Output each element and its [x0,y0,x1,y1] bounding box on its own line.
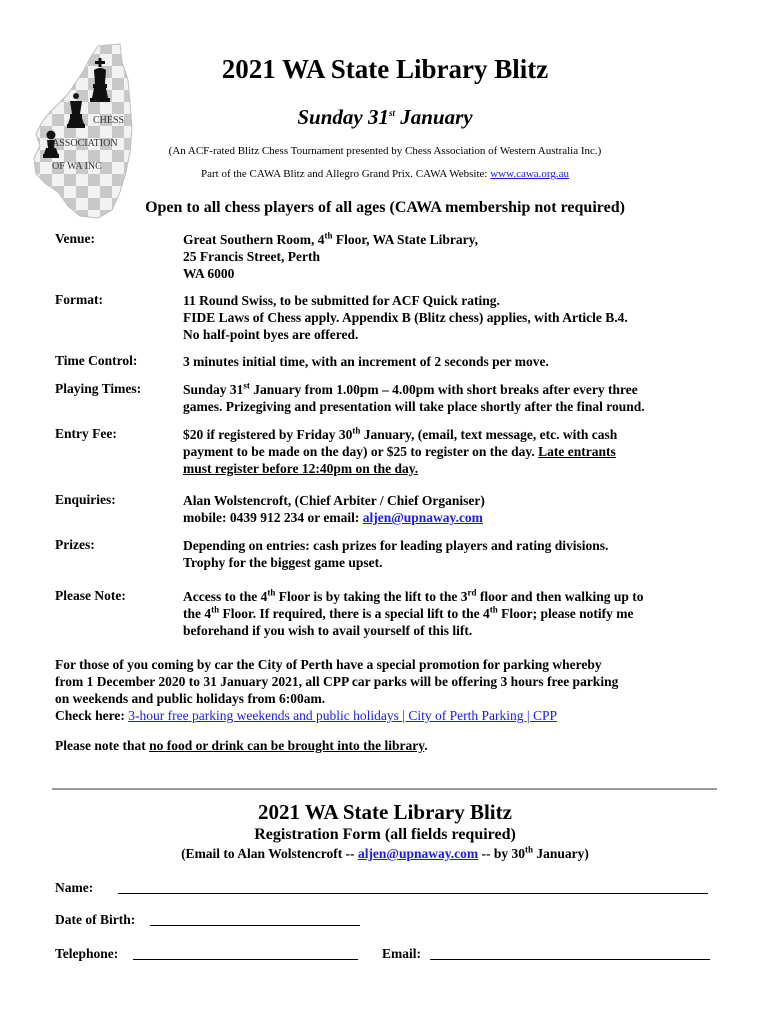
venue-label: Venue: [55,231,96,246]
dob-field[interactable] [150,925,360,926]
time-control-value [183,353,743,370]
entry-fee-label: Entry Fee: [55,426,117,441]
dob-label: Date of Birth: [55,912,136,927]
note-line-2a: the 4 [183,606,212,621]
entry-fee-value [183,426,743,477]
form-title: 2021 WA State Library Blitz [258,800,512,824]
parking-info [55,656,735,724]
parking-line-3: on weekends and public holidays from 6:00am. [55,691,326,706]
form-email-link[interactable]: aljen@upnaway.com [357,846,479,861]
form-email-suffix: January) [533,846,589,861]
venue-value [183,231,743,282]
note-line-1b: Floor is by taking the lift to the 3 [275,589,468,604]
email-field[interactable] [430,959,710,960]
name-field[interactable] [118,893,708,894]
prizes-line-1: Depending on entries: cash prizes for leading players and rating divisions. [183,538,609,553]
form-subtitle: Registration Form (all fields required) [254,826,516,843]
logo-text-chess: CHESS [93,115,125,126]
section-divider [52,788,717,790]
please-note-value [183,588,743,639]
late-entrants-deadline: must register before 12:40pm on the day. [183,461,419,476]
prizes-line-2: Trophy for the biggest game upset. [183,555,383,570]
organiser-email-link[interactable]: aljen@upnaway.com [362,510,483,525]
note-sup-2: rd [467,587,477,598]
note-sup-1: th [267,587,276,598]
entry-fee-line-1a: $20 if registered by Friday 30 [183,427,353,442]
enquiries-line-2: mobile: 0439 912 234 or email: [183,510,363,525]
eligibility-heading: Open to all chess players of all ages (CAWA membership not required) [145,199,625,216]
parking-line-1: For those of you coming by car the City of Perth have a special promotion for parking whereby [55,657,602,672]
name-label: Name: [55,880,94,895]
form-email-sup: th [525,844,534,855]
email-label: Email: [382,946,421,961]
venue-line-3: WA 6000 [183,266,235,281]
format-label: Format: [55,292,103,307]
format-line-1: 11 Round Swiss, to be submitted for ACF Quick rating. [183,293,500,308]
form-email-prefix: (Email to Alan Wolstencroft -- [181,846,358,861]
venue-line-1a: Great Southern Room, 4 [183,232,325,247]
playing-times-line-1a: Sunday 31 [183,382,244,397]
note-sup-4: th [489,604,498,615]
venue-sup: th [324,230,333,241]
venue-line-2: 25 Francis Street, Perth [183,249,320,264]
logo-text-association: ASSOCIATION [52,138,118,149]
grand-prix-note [0,168,770,180]
note-line-3: beforehand if you wish to avail yourself of this lift. [183,623,473,638]
event-date-tail: January [395,105,473,129]
playing-times-value [183,381,743,415]
event-date-main: Sunday 31 [297,105,389,129]
page-title: 2021 WA State Library Blitz [221,54,549,84]
playing-times-sup: st [243,380,250,391]
telephone-label: Telephone: [55,946,119,961]
cawa-website-link[interactable]: www.cawa.org.au [490,168,570,180]
parking-check-label: Check here: [55,708,129,723]
format-value [183,292,743,343]
form-email-mid: -- by 30 [478,846,526,861]
prizes-value [183,537,743,571]
parking-link[interactable]: 3-hour free parking weekends and public holidays | City of Perth Parking | CPP [128,708,557,723]
prizes-label: Prizes: [55,537,95,552]
form-email-instructions [0,846,770,862]
please-note-label: Please Note: [55,588,126,603]
playing-times-label: Playing Times: [55,381,142,396]
event-subtitle: (An ACF-rated Blitz Chess Tournament presented by Chess Association of Western Australia Inc.) [168,145,602,157]
telephone-field[interactable] [133,959,358,960]
time-control-line-1: 3 minutes initial time, with an increment of 2 seconds per move. [183,354,549,369]
note-line-1a: Access to the 4 [183,589,268,604]
parking-line-2: from 1 December 2020 to 31 January 2021, all CPP car parks will be offering 3 hours free parking [55,674,619,689]
note-line-1c: floor and then walking up to [476,589,644,604]
enquiries-label: Enquiries: [55,492,116,507]
playing-times-line-2: games. Prizegiving and presentation will take place shortly after the final round. [183,399,645,414]
logo-text-of-wa-inc: OF WA INC [52,161,102,172]
enquiries-value [183,492,743,526]
note-line-2c: Floor; please notify me [497,606,634,621]
playing-times-line-1b: January from 1.00pm – 4.00pm with short breaks after every three [249,382,638,397]
format-line-2: FIDE Laws of Chess apply. Appendix B (Blitz chess) applies, with Article B.4. [183,310,628,325]
enquiries-line-1: Alan Wolstencroft, (Chief Arbiter / Chief Organiser) [183,493,485,508]
note-sup-3: th [211,604,220,615]
no-food-underlined: no food or drink can be brought into the library [149,738,425,753]
late-entrants-note: Late entrants [538,444,616,459]
event-date [0,105,770,130]
event-date-sup: st [388,108,395,118]
time-control-label: Time Control: [55,353,138,368]
no-food-suffix: . [424,738,428,753]
no-food-prefix: Please note that [55,738,150,753]
note-line-2b: Floor. If required, there is a special lift to the 4 [219,606,490,621]
entry-fee-line-2a: payment to be made on the day) or $25 to register on the day. [183,444,539,459]
format-line-3: No half-point byes are offered. [183,327,359,342]
grand-prix-text: Part of the CAWA Blitz and Allegro Grand Prix. CAWA Website: [200,168,491,180]
entry-fee-sup: th [352,425,361,436]
venue-line-1b: Floor, WA State Library, [332,232,479,247]
no-food-note [55,738,428,754]
entry-fee-line-1b: January, (email, text message, etc. with cash [360,427,618,442]
